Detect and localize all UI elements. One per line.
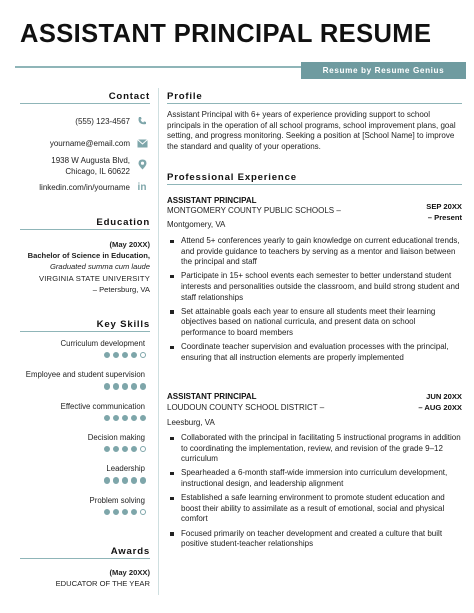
contact-divider xyxy=(20,103,150,104)
job-location: Leesburg, VA xyxy=(167,418,215,427)
column-divider xyxy=(158,88,159,595)
contact-email[interactable]: yourname@email.com xyxy=(49,139,130,148)
job-date-end: – Present xyxy=(427,213,462,222)
rating-dot-filled xyxy=(104,352,110,358)
education-degree: Bachelor of Science in Education, xyxy=(27,251,150,260)
rating-dot-filled xyxy=(131,477,137,483)
skill-rating xyxy=(104,415,146,423)
job-bullet: Participate in 15+ school events each semester to better understand student interests and personalities outside the classroom, and build strong student and staff relationships xyxy=(167,271,462,303)
skill-name: Effective communication xyxy=(60,401,145,411)
job-bullet-list xyxy=(167,433,462,553)
contact-phone[interactable]: (555) 123-4567 xyxy=(75,117,130,126)
rating-dot-filled xyxy=(104,509,110,515)
rating-dot-empty xyxy=(140,352,146,358)
skill-name: Employee and student supervision xyxy=(25,370,145,380)
job-bullet: Established a safe learning environment to promote student education and boost their ability to assimilate as a result of emotional, social and physical comfort xyxy=(167,493,462,525)
job-date-start: SEP 20XX xyxy=(426,202,462,211)
job-bullet-list xyxy=(167,236,462,367)
skill-rating xyxy=(104,446,146,454)
education-heading: Education xyxy=(96,217,150,228)
experience-heading: Professional Experience xyxy=(167,172,297,183)
skill-rating xyxy=(104,477,146,485)
rating-dot-filled xyxy=(113,383,119,389)
rating-dot-filled xyxy=(113,415,119,421)
skills-heading: Key Skills xyxy=(96,319,150,330)
rating-dot-filled xyxy=(113,509,119,515)
rating-dot-filled xyxy=(140,415,146,421)
job-bullet: Coordinate teacher supervision and evaluation processes with the principal, ensuring that all instruction elements are properly implemented xyxy=(167,342,462,363)
education-location: – Petersburg, VA xyxy=(92,285,150,294)
location-icon xyxy=(136,159,148,171)
education-school: VIRGINIA STATE UNIVERSITY xyxy=(38,274,150,283)
contact-linkedin[interactable]: linkedin.com/in/yourname xyxy=(39,183,130,192)
rating-dot-filled xyxy=(122,383,128,389)
phone-icon xyxy=(136,116,148,128)
job-date-end: – AUG 20XX xyxy=(418,403,462,412)
job-bullet: Collaborated with the principal in facilitating 5 instructional programs in addition to coordinating the implementation, review, and revision of the grade 9–12 curriculum xyxy=(167,433,462,465)
job-bullet: Spearheaded a 6-month staff-wide immersion into curriculum development, instructional design, and leadership alignment xyxy=(167,468,462,489)
job-bullet: Set attainable goals each year to ensure all students meet their learning objectives based on national curricula, and present data on school performance to board members xyxy=(167,307,462,339)
rating-dot-filled xyxy=(104,415,110,421)
education-date: (May 20XX) xyxy=(109,240,150,249)
skill-name: Curriculum development xyxy=(60,339,145,348)
rating-dot-filled xyxy=(104,383,110,389)
skill-rating xyxy=(104,383,146,391)
profile-divider xyxy=(167,103,462,104)
rating-dot-filled xyxy=(131,415,137,421)
rating-dot-filled xyxy=(113,477,119,483)
rating-dot-filled xyxy=(140,477,146,483)
job-location: Montgomery, VA xyxy=(167,220,226,229)
skill-rating xyxy=(104,509,146,517)
education-divider xyxy=(20,229,150,230)
experience-divider xyxy=(167,184,462,185)
rating-dot-filled xyxy=(113,352,119,358)
skill-name: Decision making xyxy=(87,432,145,442)
rating-dot-filled xyxy=(122,509,128,515)
contact-address-line2: Chicago, IL 60622 xyxy=(65,167,130,176)
job-title: ASSISTANT PRINCIPAL xyxy=(167,196,257,205)
rating-dot-filled xyxy=(104,477,110,483)
contact-address-line1: 1938 W Augusta Blvd, xyxy=(51,156,130,165)
rating-dot-filled xyxy=(122,415,128,421)
education-honors: Graduated summa cum laude xyxy=(49,262,150,271)
rating-dot-filled xyxy=(122,352,128,358)
rating-dot-filled xyxy=(131,509,137,515)
rating-dot-filled xyxy=(122,446,128,452)
linkedin-icon: in xyxy=(137,182,147,193)
job-date-start: JUN 20XX xyxy=(426,392,462,401)
job-bullet: Attend 5+ conferences yearly to gain knowledge on current educational trends, and provide guidance to teachers by serving as a mentor and liaison between the principal and staff xyxy=(167,236,462,268)
email-icon xyxy=(136,139,148,151)
skills-divider xyxy=(20,331,150,332)
rating-dot-filled xyxy=(131,352,137,358)
rating-dot-filled xyxy=(131,446,137,452)
job-title: ASSISTANT PRINCIPAL xyxy=(167,392,257,401)
job-bullet: Focused primarily on teacher development and created a culture that built positive student-teacher relationships xyxy=(167,529,462,550)
resume-genius-banner: Resume by Resume Genius xyxy=(301,62,466,79)
award-date: (May 20XX) xyxy=(109,568,150,577)
rating-dot-filled xyxy=(140,383,146,389)
rating-dot-empty xyxy=(140,509,146,515)
skill-rating xyxy=(104,352,146,360)
contact-heading: Contact xyxy=(108,91,150,102)
profile-text: Assistant Principal with 6+ years of experience providing support to school principals in the operation of all school programs, school improvement plans, goal setting, and progress monitoring. Seeking a position at [School Name] to improve the standard and quality of your operations. xyxy=(167,110,456,151)
awards-heading: Awards xyxy=(110,546,150,557)
rating-dot-empty xyxy=(140,446,146,452)
award-name: EDUCATOR OF THE YEAR xyxy=(55,579,150,588)
awards-divider xyxy=(20,558,150,559)
skill-name: Leadership xyxy=(106,464,145,474)
rating-dot-filled xyxy=(104,446,110,452)
skill-name: Problem solving xyxy=(89,495,145,505)
rating-dot-filled xyxy=(122,477,128,483)
profile-heading: Profile xyxy=(167,91,203,102)
rating-dot-filled xyxy=(113,446,119,452)
job-company: MONTGOMERY COUNTY PUBLIC SCHOOLS – xyxy=(167,206,341,215)
page-title: ASSISTANT PRINCIPAL RESUME xyxy=(20,20,432,48)
job-company: LOUDOUN COUNTY SCHOOL DISTRICT – xyxy=(167,403,325,412)
rating-dot-filled xyxy=(131,383,137,389)
